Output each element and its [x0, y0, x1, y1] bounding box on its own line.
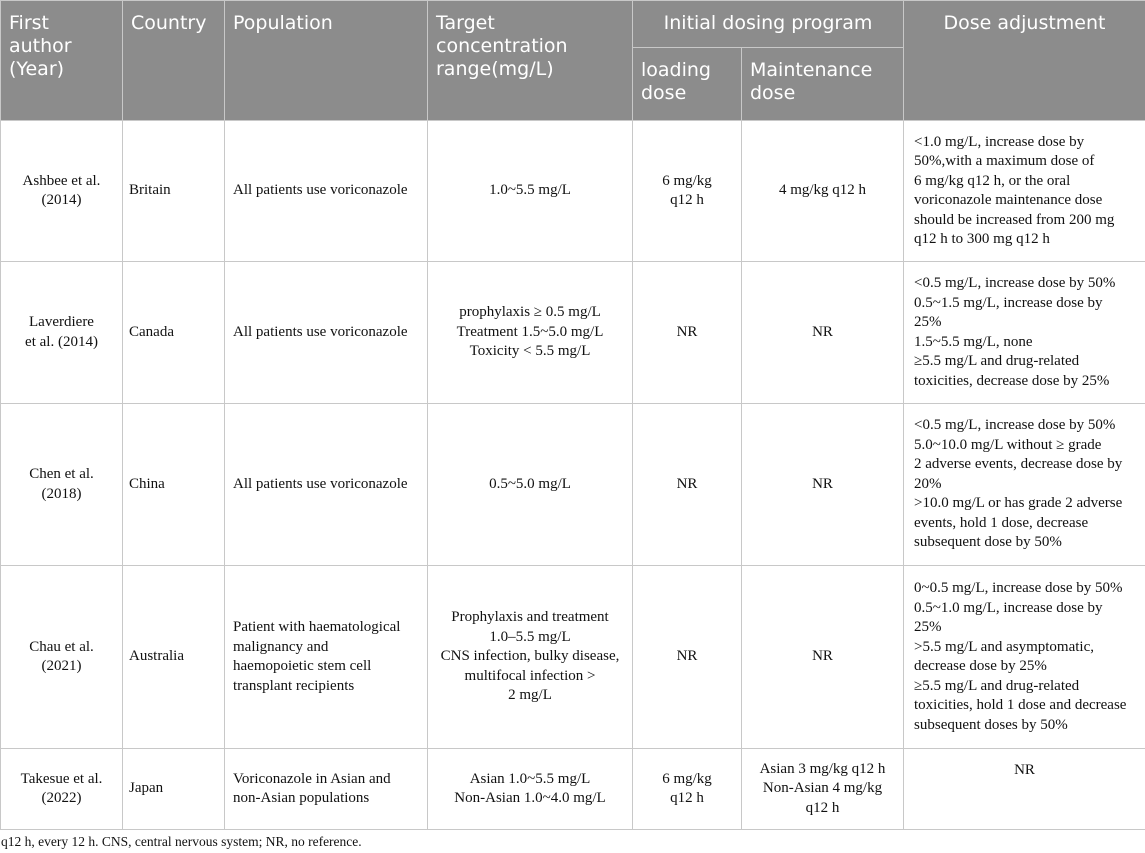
- table-footnote: q12 h, every 12 h. CNS, central nervous system; NR, no reference.: [1, 834, 362, 849]
- dose-adjustment-cell: <0.5 mg/L, increase dose by 50% 5.0~10.0 mg/L without ≥ grade 2 adverse events, decrease dose by 20% >10.0 mg/L or has grade 2 adverse events, hold 1 dose, decrease subsequent dose by 50%: [904, 404, 1145, 566]
- table-row: [1, 749, 1145, 830]
- header-dose-adjustment: Dose adjustment: [904, 1, 1145, 121]
- loading-dose-cell: NR: [633, 566, 742, 749]
- header-maintenance-dose: Maintenance dose: [742, 48, 904, 121]
- loading-dose-cell: 6 mg/kg q12 h: [633, 749, 742, 830]
- dose-adjustment-cell: <0.5 mg/L, increase dose by 50% 0.5~1.5 mg/L, increase dose by 25% 1.5~5.5 mg/L, none ≥5.5 mg/L and drug-related toxicities, decrease dose by 25%: [904, 262, 1145, 404]
- header-country: Country: [123, 1, 225, 121]
- header-target-concentration: Target concentration range(mg/L): [428, 1, 633, 121]
- country-cell: Canada: [123, 262, 225, 404]
- table-row: [1, 566, 1145, 749]
- author-cell: Laverdiere et al. (2014): [1, 262, 123, 404]
- maintenance-dose-cell: 4 mg/kg q12 h: [742, 121, 904, 262]
- author-cell: Chau et al. (2021): [1, 566, 123, 749]
- table-row: [1, 262, 1145, 404]
- header-first-author: First author (Year): [1, 1, 123, 121]
- maintenance-dose-cell: NR: [742, 404, 904, 566]
- population-cell: Patient with haematological malignancy and haemopoietic stem cell transplant recipients: [225, 566, 428, 749]
- author-cell: Chen et al. (2018): [1, 404, 123, 566]
- population-cell: All patients use voriconazole: [225, 121, 428, 262]
- country-cell: Britain: [123, 121, 225, 262]
- loading-dose-cell: 6 mg/kg q12 h: [633, 121, 742, 262]
- population-cell: All patients use voriconazole: [225, 262, 428, 404]
- country-cell: China: [123, 404, 225, 566]
- population-cell: Voriconazole in Asian and non-Asian populations: [225, 749, 428, 830]
- loading-dose-cell: NR: [633, 262, 742, 404]
- table-row: [1, 404, 1145, 566]
- table-row: [1, 121, 1145, 262]
- country-cell: Australia: [123, 566, 225, 749]
- population-cell: All patients use voriconazole: [225, 404, 428, 566]
- target-range-cell: 0.5~5.0 mg/L: [428, 404, 633, 566]
- header-loading-dose: loading dose: [633, 48, 742, 121]
- author-cell: Ashbee et al. (2014): [1, 121, 123, 262]
- maintenance-dose-cell: NR: [742, 566, 904, 749]
- header-population: Population: [225, 1, 428, 121]
- target-range-cell: Prophylaxis and treatment 1.0–5.5 mg/L CNS infection, bulky disease, multifocal infection > 2 mg/L: [428, 566, 633, 749]
- header-initial-dosing-program: Initial dosing program: [633, 1, 904, 48]
- dose-adjustment-cell: 0~0.5 mg/L, increase dose by 50% 0.5~1.0 mg/L, increase dose by 25% >5.5 mg/L and asymptomatic, decrease dose by 25% ≥5.5 mg/L and drug-related toxicities, hold 1 dose and decrease subsequent doses by 50%: [904, 566, 1145, 749]
- loading-dose-cell: NR: [633, 404, 742, 566]
- dose-adjustment-cell: NR: [904, 749, 1145, 830]
- author-cell: Takesue et al. (2022): [1, 749, 123, 830]
- target-range-cell: prophylaxis ≥ 0.5 mg/L Treatment 1.5~5.0 mg/L Toxicity < 5.5 mg/L: [428, 262, 633, 404]
- country-cell: Japan: [123, 749, 225, 830]
- dose-adjustment-cell: <1.0 mg/L, increase dose by 50%,with a maximum dose of 6 mg/kg q12 h, or the oral voriconazole maintenance dose should be increased from 200 mg q12 h to 300 mg q12 h: [904, 121, 1145, 262]
- target-range-cell: Asian 1.0~5.5 mg/L Non-Asian 1.0~4.0 mg/L: [428, 749, 633, 830]
- target-range-cell: 1.0~5.5 mg/L: [428, 121, 633, 262]
- maintenance-dose-cell: NR: [742, 262, 904, 404]
- maintenance-dose-cell: Asian 3 mg/kg q12 h Non-Asian 4 mg/kg q12 h: [742, 749, 904, 830]
